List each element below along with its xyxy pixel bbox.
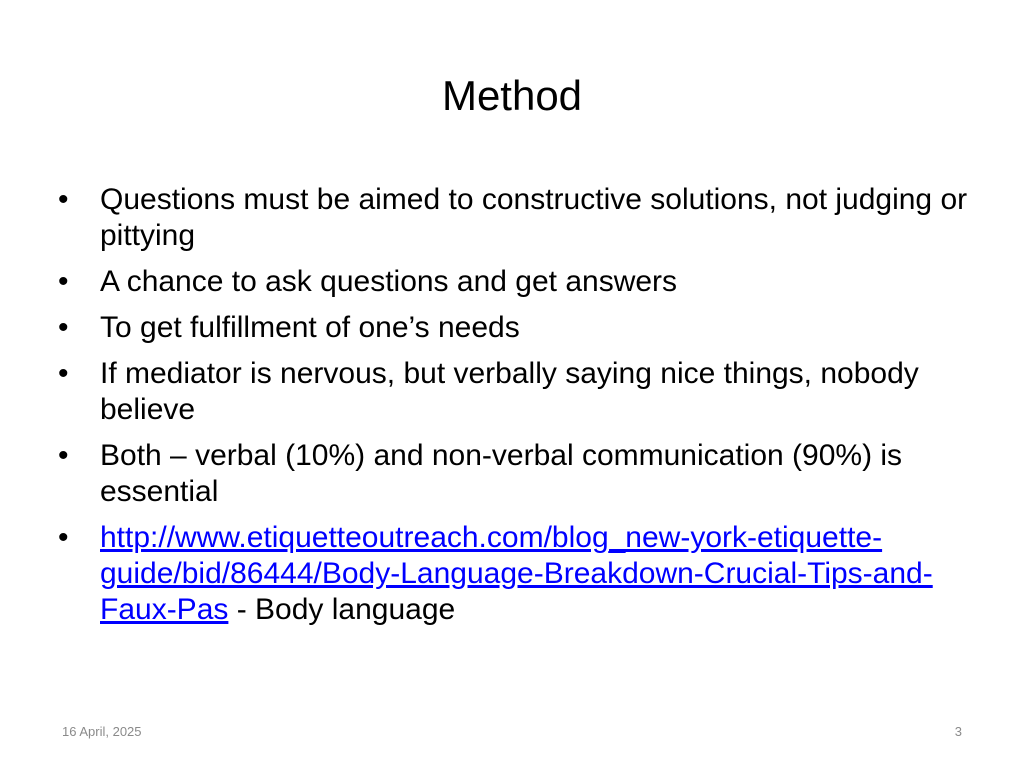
bullet-icon: • [58, 521, 69, 554]
bullet-item [52, 520, 972, 628]
bullet-icon: • [58, 357, 69, 390]
bullet-icon: • [58, 183, 69, 216]
bullet-text: A chance to ask questions and get answers [100, 265, 678, 298]
body-language-link[interactable]: http://www.etiquetteoutreach.com/blog_new-york-etiquette-guide/bid/86444/Body-Language-Breakdown-Crucial-Tips-and-Faux-Pas [100, 521, 933, 626]
bullet-item [52, 438, 972, 510]
bullet-text: To get fulfillment of one’s needs [100, 311, 520, 344]
footer-date: 16 April, 2025 [62, 724, 142, 739]
bullet-icon: • [58, 439, 69, 472]
bullet-text: If mediator is nervous, but verbally saying nice things, nobody believe [100, 357, 919, 426]
bullet-text: Questions must be aimed to constructive solutions, not judging or pittying [100, 183, 968, 252]
bullet-item [52, 356, 972, 428]
slide-title: Method [441, 72, 583, 119]
bullet-item [52, 310, 972, 346]
bullet-icon: • [58, 311, 69, 344]
link-suffix-text: - Body language [228, 593, 456, 626]
bullet-list [52, 182, 972, 638]
bullet-text: Both – verbal (10%) and non-verbal communication (90%) is essential [100, 439, 903, 508]
bullet-icon: • [58, 265, 69, 298]
bullet-item [52, 182, 972, 254]
page-number: 3 [954, 724, 962, 739]
bullet-item [52, 264, 972, 300]
